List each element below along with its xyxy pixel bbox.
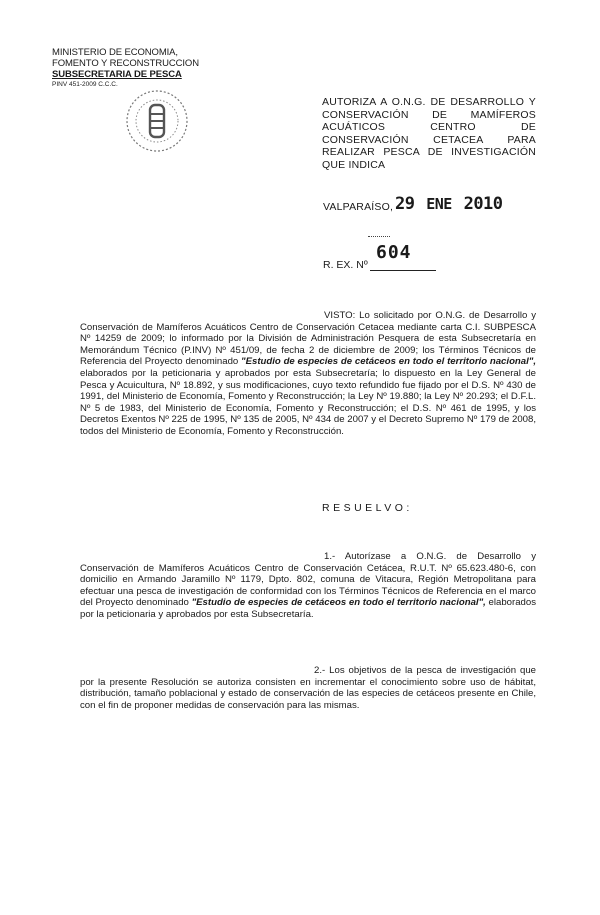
item-2-lead: 2.- Los objetivos de la pesca de bbox=[314, 665, 457, 676]
visto-project-title: "Estudio de especies de cetáceos en todo el territorio nacional", bbox=[241, 356, 536, 368]
date-month: ENE bbox=[426, 195, 452, 213]
visto-paragraph bbox=[80, 310, 536, 438]
date-stamp bbox=[395, 194, 503, 214]
item-2-paragraph bbox=[80, 665, 536, 711]
item-1-paragraph bbox=[80, 551, 536, 621]
visto-lead: VISTO: bbox=[324, 310, 356, 321]
resuelvo-heading: RESUELVO: bbox=[322, 502, 413, 514]
ministry-name-line1: MINISTERIO DE ECONOMIA, bbox=[52, 47, 178, 58]
ministry-header bbox=[52, 47, 212, 89]
date-day: 29 bbox=[395, 194, 415, 214]
official-seal-stamp-icon bbox=[124, 88, 190, 154]
number-underline bbox=[370, 270, 436, 271]
item-1-text-part2: elaborados por la peticionaria y aprobados por esta Subsecretaría. bbox=[80, 597, 537, 620]
resolution-label: R. EX. Nº bbox=[323, 259, 368, 271]
visto-text-part2: elaborados por la peticionaria y aprobados por esta Subsecretaría; lo dispuesto en la Ley General de Pesca y Acuicultura, Nº 18.892, y sus modificaciones, cuyo texto refundido fue fijado por el D.S. Nº 430 de 1991, del Ministerio de Economía, Fomento y Reconstrucción; la Ley Nº 19.880; la Ley Nº 20.293; el D.F.L. Nº 5 de 1983, del Ministerio de Economía, Fomento y Reconstrucción; el D.S. Nº 461 de 1995, y los Decretos Exentos Nº 225 de 1995, Nº 135 de 2005, Nº 434 de 2007 y el Decreto Supremo Nº 179 de 2008, todos del Ministerio de Economía, Fomento y Reconstrucción. bbox=[80, 367, 536, 437]
visto-text-part1: Lo solicitado por O.N.G. de Desarrollo y Conservación de Mamíferos Acuáticos Centro de Conservación Cetacea mediante carta C.I. SUBPESCA Nº 14259 de 2009; lo informado por la División de Administración Pesquera de esta Subsecretaría en Memorándum Técnico (P.INV) Nº 451/09, de fecha 2 de diciembre de 2009; los Términos Técnicos de Referencia del Proyecto denominado bbox=[80, 310, 536, 368]
item-1-project-title: "Estudio de especies de cetáceos en todo el territorio nacional", bbox=[191, 597, 486, 609]
item-1-lead: 1.- Autorízase a O.N.G. de Desarrollo y bbox=[324, 551, 536, 562]
resolution-subject: AUTORIZA A O.N.G. DE DESARROLLO Y CONSERVACIÓN DE MAMÍFEROS ACUÁTICOS CENTRO DE CONSERVACIÓN CETACEA PARA REALIZAR PESCA DE INVESTIGACIÓN QUE INDICA bbox=[322, 96, 536, 171]
ministry-name-line2: FOMENTO Y RECONSTRUCCION bbox=[52, 58, 199, 69]
date-year: 2010 bbox=[463, 194, 503, 214]
subsecretaria-name: SUBSECRETARIA DE PESCA bbox=[52, 69, 182, 80]
file-reference: PINV 451-2009 C.C.C. bbox=[52, 81, 118, 88]
item-1-text-part1: Conservación de Mamíferos Acuáticos Centro de Conservación Cetácea, R.U.T. Nº 65.623.480-6, con domicilio en Armando Jaramillo Nº 1179, Dpto. 802, comuna de Vitacura, Región Metropolitana para efectuar una pesca de investigación de conformidad con los Términos Técnicos de Referencia en el marco del Proyecto denominado bbox=[80, 562, 536, 609]
item-2-text: investigación que por la presente Resolución se autoriza consisten en incrementar el conocimiento sobre uso de hábitat, distribución, tamaño poblacional y estado de conservación de las especies de cetáceos presente en Chile, con el fin de proponer medidas de conservación para las mismas. bbox=[80, 665, 536, 711]
resolution-number: 604 bbox=[376, 242, 412, 263]
issue-place: VALPARAÍSO, bbox=[323, 201, 394, 213]
number-dotted-line bbox=[368, 236, 390, 237]
